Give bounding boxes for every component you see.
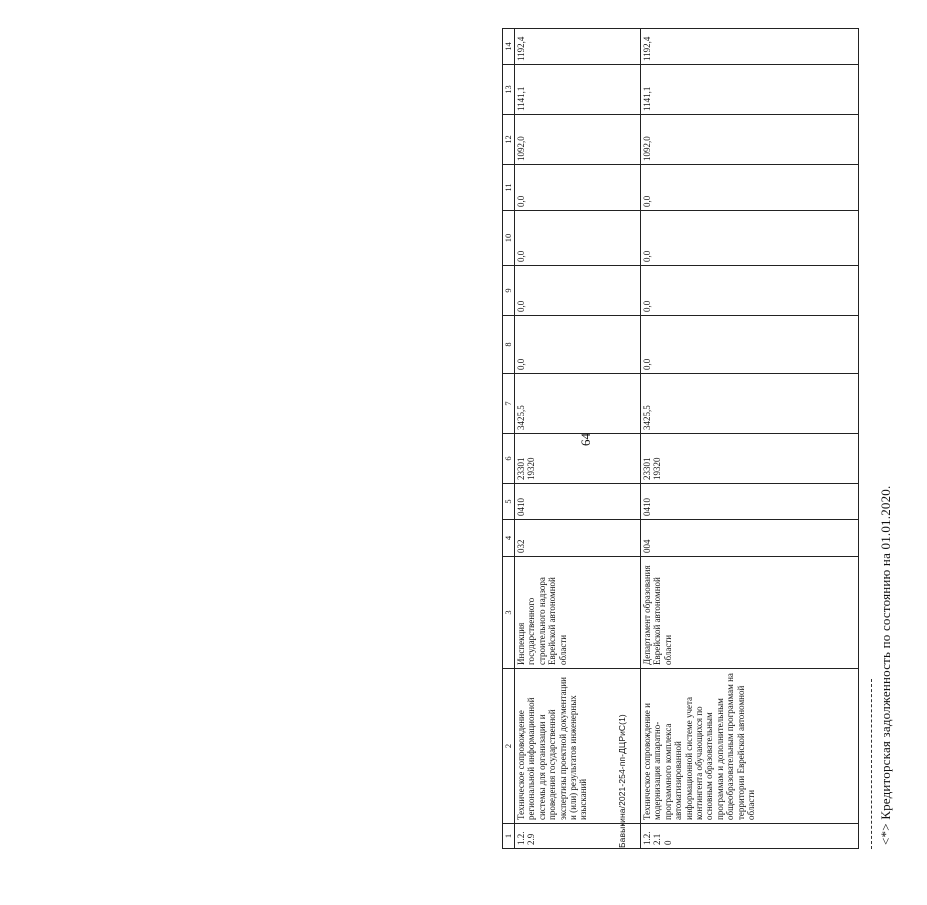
amount-cell: 1092,0 [641, 115, 859, 165]
header-cell: 5 [503, 484, 515, 520]
header-cell: 12 [503, 115, 515, 165]
amount-cell: 0,0 [641, 266, 859, 316]
header-cell: 9 [503, 266, 515, 316]
code-cell: 0410 [515, 484, 641, 520]
amount-cell: 1141,1 [515, 65, 641, 115]
document-code: Бавыкина/2021-254-пп-ДЦРиС(1) [617, 714, 627, 848]
amount-cell: 0,0 [515, 266, 641, 316]
code-cell: 004 [641, 520, 859, 557]
executor-cell: Департамент образования Еврейской автономной области [641, 557, 859, 669]
header-cell: 8 [503, 316, 515, 374]
budget-table [502, 28, 859, 849]
amount-cell: 1141,1 [641, 65, 859, 115]
header-cell: 6 [503, 434, 515, 484]
code-cell: 0410 [641, 484, 859, 520]
amount-cell: 0,0 [515, 211, 641, 266]
item-number-cell: 1.2. 2.1 0 [641, 824, 859, 849]
amount-cell: 3425,5 [641, 374, 859, 434]
footnote: <*> Кредиторская задолженность по состоянию на 01.01.2020. [878, 485, 893, 845]
amount-cell: 0,0 [515, 316, 641, 374]
footnote-divider [871, 679, 872, 849]
executor-cell: Инспекция государственного строительного надзора Еврейской автономной области [515, 557, 641, 669]
page-number: 64 [578, 433, 593, 446]
code-cell: 23301 19320 [641, 434, 859, 484]
header-cell: 7 [503, 374, 515, 434]
item-number-cell: 1.2. 2.9 [515, 824, 641, 849]
header-cell: 2 [503, 669, 515, 824]
table-header-row [503, 29, 515, 849]
header-cell: 1 [503, 824, 515, 849]
amount-cell: 0,0 [641, 165, 859, 211]
measure-name-cell: Техническое сопровождение региональной информационной системы для организации и проведения государственной экспертизы проектной документации и (или) результатов инженерных изысканий [515, 669, 641, 824]
amount-cell: 1192,4 [641, 29, 859, 65]
table-row [515, 29, 641, 849]
header-cell: 10 [503, 211, 515, 266]
rotated-content [502, 29, 927, 849]
amount-cell: 3425,5 [515, 374, 641, 434]
header-cell: 11 [503, 165, 515, 211]
measure-name-cell: Техническое сопровождение и модернизация аппаратно-программного комплекса автоматизированной информационной системе учета контингента обучающихся по основным образовательным программам и дополнительным общеобразовательным программам на территории Еврейской автономной области [641, 669, 859, 824]
header-cell: 3 [503, 557, 515, 669]
amount-cell: 1192,4 [515, 29, 641, 65]
amount-cell: 0,0 [641, 211, 859, 266]
code-cell: 032 [515, 520, 641, 557]
amount-cell: 0,0 [515, 165, 641, 211]
table-row [641, 29, 859, 849]
header-cell: 14 [503, 29, 515, 65]
header-cell: 13 [503, 65, 515, 115]
amount-cell: 1092,0 [515, 115, 641, 165]
header-cell: 4 [503, 520, 515, 557]
code-cell: 23301 19320 [515, 434, 641, 484]
amount-cell: 0,0 [641, 316, 859, 374]
